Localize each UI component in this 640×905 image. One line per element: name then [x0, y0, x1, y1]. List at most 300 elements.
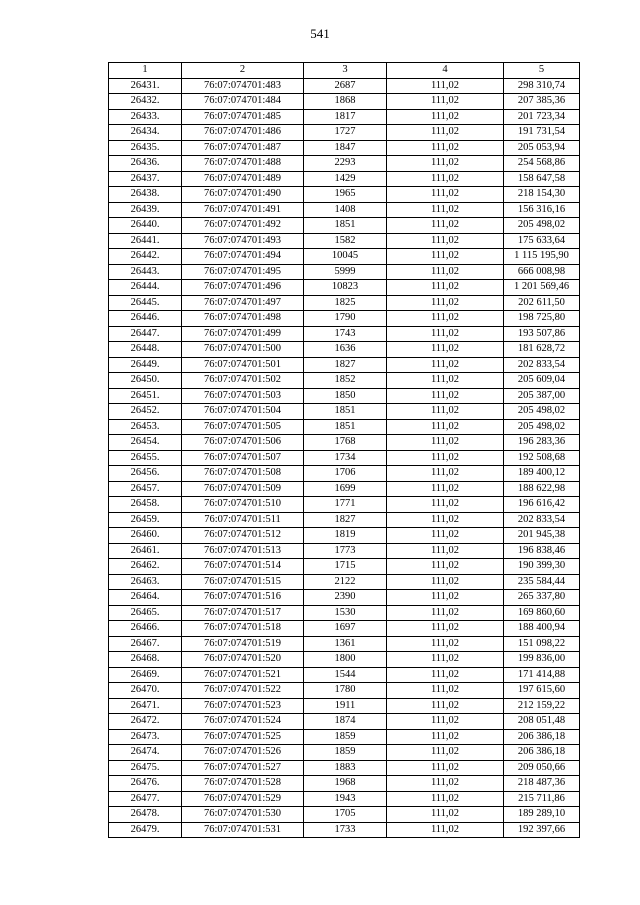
row-number-cell: 26468. [109, 652, 182, 668]
cadastral-number-cell: 76:07:074701:506 [182, 435, 304, 451]
row-number-cell: 26447. [109, 326, 182, 342]
area-cell: 1706 [304, 466, 387, 482]
cadastral-number-cell: 76:07:074701:484 [182, 94, 304, 110]
row-number-cell: 26457. [109, 481, 182, 497]
value-cell: 189 289,10 [504, 807, 580, 823]
row-number-cell: 26472. [109, 714, 182, 730]
row-number-cell: 26477. [109, 791, 182, 807]
value-cell: 197 615,60 [504, 683, 580, 699]
row-number-cell: 26471. [109, 698, 182, 714]
cadastral-number-cell: 76:07:074701:486 [182, 125, 304, 141]
rate-cell: 111,02 [387, 109, 504, 125]
area-cell: 1883 [304, 760, 387, 776]
table-row [109, 636, 580, 652]
cadastral-number-cell: 76:07:074701:488 [182, 156, 304, 172]
row-number-cell: 26431. [109, 78, 182, 94]
area-cell: 1530 [304, 605, 387, 621]
table-row [109, 171, 580, 187]
row-number-cell: 26473. [109, 729, 182, 745]
cadastral-number-cell: 76:07:074701:512 [182, 528, 304, 544]
area-cell: 1715 [304, 559, 387, 575]
table-row [109, 745, 580, 761]
page-number: 541 [310, 26, 330, 41]
cadastral-number-cell: 76:07:074701:496 [182, 280, 304, 296]
rate-cell: 111,02 [387, 729, 504, 745]
row-number-cell: 26458. [109, 497, 182, 513]
area-cell: 1874 [304, 714, 387, 730]
cadastral-number-cell: 76:07:074701:501 [182, 357, 304, 373]
area-cell: 1911 [304, 698, 387, 714]
area-cell: 1851 [304, 419, 387, 435]
rate-cell: 111,02 [387, 574, 504, 590]
table-row [109, 729, 580, 745]
value-cell: 206 386,18 [504, 729, 580, 745]
row-number-cell: 26441. [109, 233, 182, 249]
row-number-cell: 26435. [109, 140, 182, 156]
table-row [109, 590, 580, 606]
cadastral-number-cell: 76:07:074701:495 [182, 264, 304, 280]
table-row [109, 667, 580, 683]
table-row [109, 342, 580, 358]
cadastral-number-cell: 76:07:074701:527 [182, 760, 304, 776]
area-cell: 1819 [304, 528, 387, 544]
row-number-cell: 26469. [109, 667, 182, 683]
rate-cell: 111,02 [387, 202, 504, 218]
cadastral-number-cell: 76:07:074701:521 [182, 667, 304, 683]
cadastral-number-cell: 76:07:074701:518 [182, 621, 304, 637]
table-row [109, 621, 580, 637]
rate-cell: 111,02 [387, 156, 504, 172]
rate-cell: 111,02 [387, 466, 504, 482]
value-cell: 205 053,94 [504, 140, 580, 156]
area-cell: 1868 [304, 94, 387, 110]
cadastral-number-cell: 76:07:074701:526 [182, 745, 304, 761]
value-cell: 235 584,44 [504, 574, 580, 590]
value-cell: 212 159,22 [504, 698, 580, 714]
rate-cell: 111,02 [387, 776, 504, 792]
area-cell: 2687 [304, 78, 387, 94]
rate-cell: 111,02 [387, 791, 504, 807]
rate-cell: 111,02 [387, 218, 504, 234]
rate-cell: 111,02 [387, 140, 504, 156]
cadastral-number-cell: 76:07:074701:507 [182, 450, 304, 466]
cadastral-number-cell: 76:07:074701:487 [182, 140, 304, 156]
value-cell: 193 507,86 [504, 326, 580, 342]
column-header: 3 [304, 63, 387, 79]
value-cell: 254 568,86 [504, 156, 580, 172]
area-cell: 1727 [304, 125, 387, 141]
value-cell: 188 400,94 [504, 621, 580, 637]
rate-cell: 111,02 [387, 652, 504, 668]
table-row [109, 497, 580, 513]
rate-cell: 111,02 [387, 404, 504, 420]
value-cell: 298 310,74 [504, 78, 580, 94]
table-row [109, 125, 580, 141]
table-row [109, 357, 580, 373]
area-cell: 1825 [304, 295, 387, 311]
cadastral-number-cell: 76:07:074701:510 [182, 497, 304, 513]
cadastral-number-cell: 76:07:074701:522 [182, 683, 304, 699]
area-cell: 2122 [304, 574, 387, 590]
rate-cell: 111,02 [387, 605, 504, 621]
table-row [109, 574, 580, 590]
area-cell: 1743 [304, 326, 387, 342]
row-number-cell: 26465. [109, 605, 182, 621]
rate-cell: 111,02 [387, 590, 504, 606]
cadastral-number-cell: 76:07:074701:509 [182, 481, 304, 497]
value-cell: 205 498,02 [504, 419, 580, 435]
rate-cell: 111,02 [387, 636, 504, 652]
cadastral-number-cell: 76:07:074701:508 [182, 466, 304, 482]
cadastral-number-cell: 76:07:074701:513 [182, 543, 304, 559]
value-cell: 205 387,00 [504, 388, 580, 404]
table-body [109, 78, 580, 838]
table-row [109, 218, 580, 234]
cadastral-number-cell: 76:07:074701:531 [182, 822, 304, 838]
table-row [109, 264, 580, 280]
area-cell: 1771 [304, 497, 387, 513]
cadastral-number-cell: 76:07:074701:517 [182, 605, 304, 621]
area-cell: 1429 [304, 171, 387, 187]
table-row [109, 450, 580, 466]
table-row [109, 326, 580, 342]
row-number-cell: 26479. [109, 822, 182, 838]
table-row [109, 714, 580, 730]
row-number-cell: 26443. [109, 264, 182, 280]
table-row [109, 373, 580, 389]
rate-cell: 111,02 [387, 419, 504, 435]
rate-cell: 111,02 [387, 714, 504, 730]
area-cell: 5999 [304, 264, 387, 280]
value-cell: 192 397,66 [504, 822, 580, 838]
cadastral-number-cell: 76:07:074701:523 [182, 698, 304, 714]
value-cell: 206 386,18 [504, 745, 580, 761]
area-cell: 1408 [304, 202, 387, 218]
rate-cell: 111,02 [387, 94, 504, 110]
row-number-cell: 26442. [109, 249, 182, 265]
area-cell: 1827 [304, 357, 387, 373]
row-number-cell: 26462. [109, 559, 182, 575]
value-cell: 218 154,30 [504, 187, 580, 203]
table-row [109, 605, 580, 621]
row-number-cell: 26476. [109, 776, 182, 792]
table-row [109, 760, 580, 776]
table-row [109, 78, 580, 94]
rate-cell: 111,02 [387, 621, 504, 637]
rate-cell: 111,02 [387, 125, 504, 141]
table-row [109, 528, 580, 544]
area-cell: 1827 [304, 512, 387, 528]
rate-cell: 111,02 [387, 481, 504, 497]
rate-cell: 111,02 [387, 264, 504, 280]
row-number-cell: 26455. [109, 450, 182, 466]
cadastral-number-cell: 76:07:074701:516 [182, 590, 304, 606]
rate-cell: 111,02 [387, 543, 504, 559]
cadastral-number-cell: 76:07:074701:519 [182, 636, 304, 652]
rate-cell: 111,02 [387, 249, 504, 265]
value-cell: 205 498,02 [504, 404, 580, 420]
row-number-cell: 26463. [109, 574, 182, 590]
area-cell: 1544 [304, 667, 387, 683]
area-cell: 1734 [304, 450, 387, 466]
table-row [109, 822, 580, 838]
row-number-cell: 26460. [109, 528, 182, 544]
cadastral-number-cell: 76:07:074701:485 [182, 109, 304, 125]
area-cell: 1705 [304, 807, 387, 823]
area-cell: 2390 [304, 590, 387, 606]
area-cell: 1851 [304, 404, 387, 420]
area-cell: 10045 [304, 249, 387, 265]
cadastral-number-cell: 76:07:074701:483 [182, 78, 304, 94]
row-number-cell: 26461. [109, 543, 182, 559]
value-cell: 192 508,68 [504, 450, 580, 466]
value-cell: 218 487,36 [504, 776, 580, 792]
area-cell: 1851 [304, 218, 387, 234]
table-row [109, 311, 580, 327]
area-cell: 1968 [304, 776, 387, 792]
row-number-cell: 26436. [109, 156, 182, 172]
column-header: 5 [504, 63, 580, 79]
area-cell: 1817 [304, 109, 387, 125]
area-cell: 1636 [304, 342, 387, 358]
cadastral-number-cell: 76:07:074701:490 [182, 187, 304, 203]
cadastral-number-cell: 76:07:074701:524 [182, 714, 304, 730]
table-row [109, 280, 580, 296]
column-header: 4 [387, 63, 504, 79]
area-cell: 1582 [304, 233, 387, 249]
table-row [109, 791, 580, 807]
rate-cell: 111,02 [387, 559, 504, 575]
cadastral-number-cell: 76:07:074701:498 [182, 311, 304, 327]
row-number-cell: 26439. [109, 202, 182, 218]
value-cell: 265 337,80 [504, 590, 580, 606]
rate-cell: 111,02 [387, 388, 504, 404]
cadastral-number-cell: 76:07:074701:494 [182, 249, 304, 265]
value-cell: 181 628,72 [504, 342, 580, 358]
rate-cell: 111,02 [387, 171, 504, 187]
rate-cell: 111,02 [387, 311, 504, 327]
cadastral-number-cell: 76:07:074701:492 [182, 218, 304, 234]
area-cell: 2293 [304, 156, 387, 172]
row-number-cell: 26438. [109, 187, 182, 203]
rate-cell: 111,02 [387, 528, 504, 544]
cadastral-number-cell: 76:07:074701:505 [182, 419, 304, 435]
value-cell: 198 725,80 [504, 311, 580, 327]
value-cell: 202 833,54 [504, 512, 580, 528]
table-row [109, 807, 580, 823]
value-cell: 205 498,02 [504, 218, 580, 234]
table-header-row [109, 63, 580, 79]
row-number-cell: 26448. [109, 342, 182, 358]
rate-cell: 111,02 [387, 497, 504, 513]
rate-cell: 111,02 [387, 342, 504, 358]
cadastral-number-cell: 76:07:074701:528 [182, 776, 304, 792]
rate-cell: 111,02 [387, 822, 504, 838]
cadastral-number-cell: 76:07:074701:514 [182, 559, 304, 575]
area-cell: 1943 [304, 791, 387, 807]
area-cell: 1699 [304, 481, 387, 497]
table-row [109, 481, 580, 497]
value-cell: 156 316,16 [504, 202, 580, 218]
value-cell: 209 050,66 [504, 760, 580, 776]
rate-cell: 111,02 [387, 450, 504, 466]
cadastral-number-cell: 76:07:074701:520 [182, 652, 304, 668]
cadastral-number-cell: 76:07:074701:504 [182, 404, 304, 420]
table-row [109, 512, 580, 528]
table-row [109, 187, 580, 203]
row-number-cell: 26450. [109, 373, 182, 389]
value-cell: 1 201 569,46 [504, 280, 580, 296]
rate-cell: 111,02 [387, 807, 504, 823]
table-row [109, 683, 580, 699]
area-cell: 1859 [304, 745, 387, 761]
value-cell: 171 414,88 [504, 667, 580, 683]
rate-cell: 111,02 [387, 683, 504, 699]
cadastral-number-cell: 76:07:074701:491 [182, 202, 304, 218]
value-cell: 202 833,54 [504, 357, 580, 373]
column-header: 2 [182, 63, 304, 79]
rate-cell: 111,02 [387, 187, 504, 203]
rate-cell: 111,02 [387, 745, 504, 761]
table-row [109, 109, 580, 125]
cadastral-number-cell: 76:07:074701:525 [182, 729, 304, 745]
area-cell: 1733 [304, 822, 387, 838]
cadastral-number-cell: 76:07:074701:493 [182, 233, 304, 249]
row-number-cell: 26467. [109, 636, 182, 652]
row-number-cell: 26474. [109, 745, 182, 761]
table-row [109, 559, 580, 575]
cadastral-number-cell: 76:07:074701:499 [182, 326, 304, 342]
table-row [109, 233, 580, 249]
cadastral-number-cell: 76:07:074701:515 [182, 574, 304, 590]
value-cell: 158 647,58 [504, 171, 580, 187]
value-cell: 151 098,22 [504, 636, 580, 652]
area-cell: 1768 [304, 435, 387, 451]
cadastral-number-cell: 76:07:074701:502 [182, 373, 304, 389]
area-cell: 1859 [304, 729, 387, 745]
rate-cell: 111,02 [387, 667, 504, 683]
row-number-cell: 26466. [109, 621, 182, 637]
column-header: 1 [109, 63, 182, 79]
table-row [109, 466, 580, 482]
row-number-cell: 26470. [109, 683, 182, 699]
value-cell: 196 838,46 [504, 543, 580, 559]
area-cell: 1852 [304, 373, 387, 389]
value-cell: 196 616,42 [504, 497, 580, 513]
row-number-cell: 26452. [109, 404, 182, 420]
row-number-cell: 26446. [109, 311, 182, 327]
value-cell: 215 711,86 [504, 791, 580, 807]
value-cell: 201 723,34 [504, 109, 580, 125]
row-number-cell: 26437. [109, 171, 182, 187]
table-row [109, 140, 580, 156]
cadastral-number-cell: 76:07:074701:489 [182, 171, 304, 187]
row-number-cell: 26433. [109, 109, 182, 125]
area-cell: 1800 [304, 652, 387, 668]
table-row [109, 404, 580, 420]
table-row [109, 94, 580, 110]
area-cell: 1847 [304, 140, 387, 156]
table-row [109, 652, 580, 668]
cadastral-number-cell: 76:07:074701:503 [182, 388, 304, 404]
cadastral-number-cell: 76:07:074701:511 [182, 512, 304, 528]
value-cell: 1 115 195,90 [504, 249, 580, 265]
area-cell: 1361 [304, 636, 387, 652]
rate-cell: 111,02 [387, 280, 504, 296]
table-row [109, 156, 580, 172]
area-cell: 1965 [304, 187, 387, 203]
value-cell: 188 622,98 [504, 481, 580, 497]
data-table [108, 62, 580, 838]
cadastral-number-cell: 76:07:074701:529 [182, 791, 304, 807]
table-row [109, 776, 580, 792]
row-number-cell: 26464. [109, 590, 182, 606]
value-cell: 202 611,50 [504, 295, 580, 311]
rate-cell: 111,02 [387, 760, 504, 776]
value-cell: 205 609,04 [504, 373, 580, 389]
value-cell: 175 633,64 [504, 233, 580, 249]
rate-cell: 111,02 [387, 295, 504, 311]
cadastral-number-cell: 76:07:074701:500 [182, 342, 304, 358]
table-row [109, 435, 580, 451]
value-cell: 189 400,12 [504, 466, 580, 482]
rate-cell: 111,02 [387, 78, 504, 94]
row-number-cell: 26453. [109, 419, 182, 435]
row-number-cell: 26478. [109, 807, 182, 823]
area-cell: 10823 [304, 280, 387, 296]
row-number-cell: 26451. [109, 388, 182, 404]
value-cell: 196 283,36 [504, 435, 580, 451]
rate-cell: 111,02 [387, 357, 504, 373]
value-cell: 199 836,00 [504, 652, 580, 668]
table-row [109, 295, 580, 311]
value-cell: 169 860,60 [504, 605, 580, 621]
rate-cell: 111,02 [387, 326, 504, 342]
rate-cell: 111,02 [387, 233, 504, 249]
value-cell: 208 051,48 [504, 714, 580, 730]
table-row [109, 419, 580, 435]
area-cell: 1697 [304, 621, 387, 637]
row-number-cell: 26432. [109, 94, 182, 110]
rate-cell: 111,02 [387, 373, 504, 389]
rate-cell: 111,02 [387, 698, 504, 714]
table-row [109, 202, 580, 218]
value-cell: 207 385,36 [504, 94, 580, 110]
row-number-cell: 26445. [109, 295, 182, 311]
row-number-cell: 26449. [109, 357, 182, 373]
table-row [109, 698, 580, 714]
area-cell: 1773 [304, 543, 387, 559]
row-number-cell: 26459. [109, 512, 182, 528]
table-row [109, 543, 580, 559]
row-number-cell: 26444. [109, 280, 182, 296]
row-number-cell: 26440. [109, 218, 182, 234]
area-cell: 1780 [304, 683, 387, 699]
value-cell: 201 945,38 [504, 528, 580, 544]
row-number-cell: 26434. [109, 125, 182, 141]
value-cell: 190 399,30 [504, 559, 580, 575]
rate-cell: 111,02 [387, 435, 504, 451]
rate-cell: 111,02 [387, 512, 504, 528]
value-cell: 666 008,98 [504, 264, 580, 280]
area-cell: 1790 [304, 311, 387, 327]
cadastral-number-cell: 76:07:074701:530 [182, 807, 304, 823]
table-row [109, 388, 580, 404]
row-number-cell: 26456. [109, 466, 182, 482]
row-number-cell: 26475. [109, 760, 182, 776]
cadastral-number-cell: 76:07:074701:497 [182, 295, 304, 311]
value-cell: 191 731,54 [504, 125, 580, 141]
